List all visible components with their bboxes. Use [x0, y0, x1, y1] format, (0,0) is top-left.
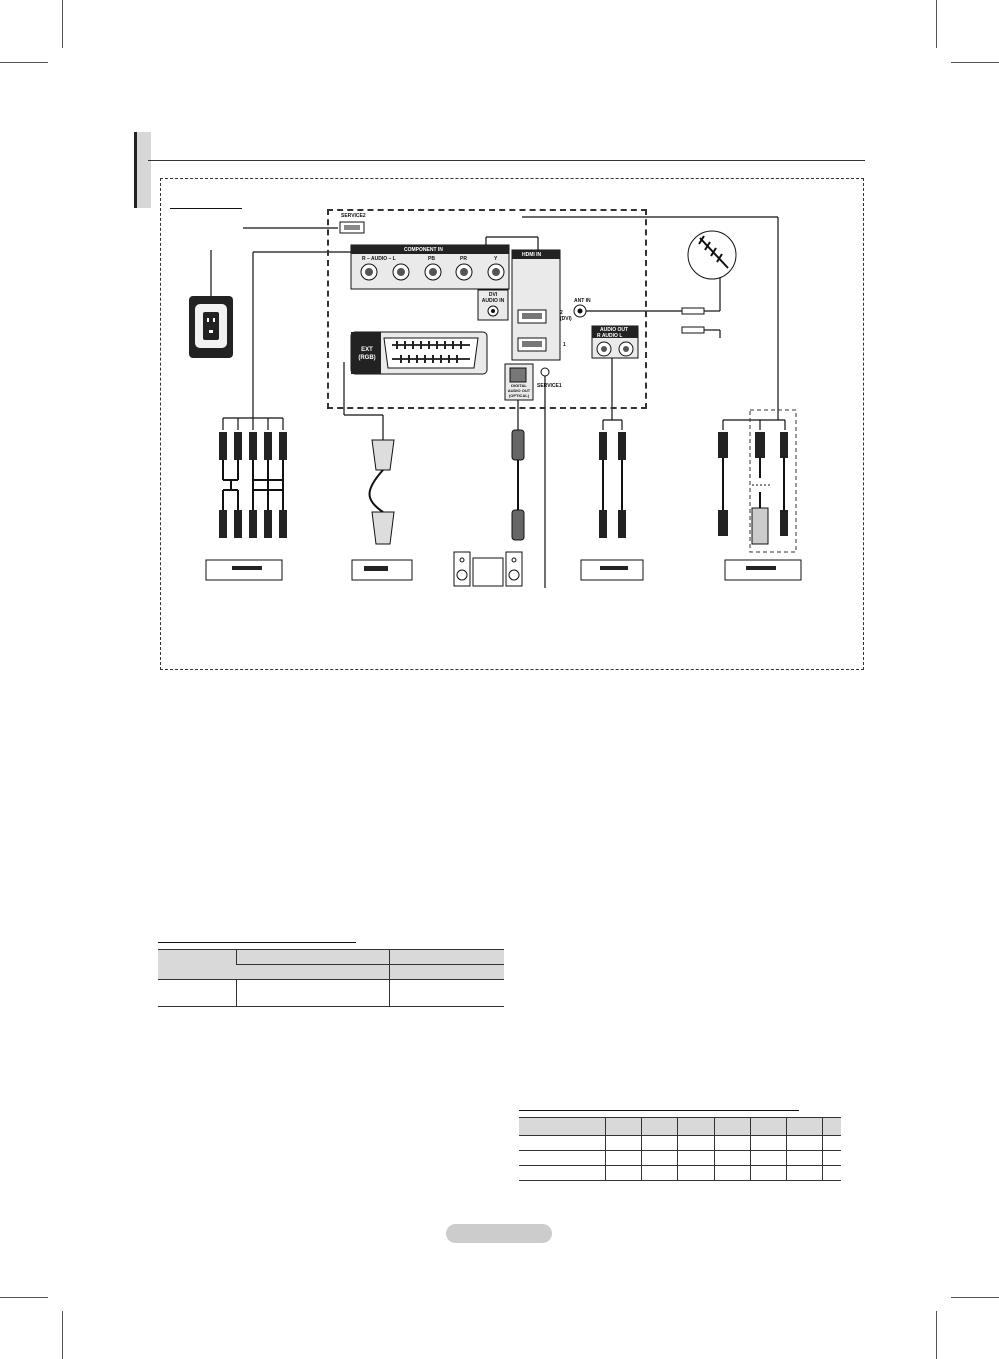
table-cell	[678, 1151, 714, 1166]
table-cell	[823, 1118, 841, 1136]
component-in-label: COMPONENT IN	[404, 247, 443, 253]
table-row	[519, 1136, 841, 1151]
table-cell	[519, 1151, 606, 1166]
ext-rgb-line2: (RGB)	[358, 355, 376, 361]
table-cell	[823, 1136, 841, 1151]
y-label: Y	[494, 256, 498, 262]
table2	[519, 1117, 841, 1181]
table-cell	[642, 1136, 678, 1151]
table-cell	[714, 1166, 750, 1181]
table-cell	[678, 1166, 714, 1181]
ext-rgb-line1: EXT	[361, 347, 373, 353]
page-number-badge	[446, 1224, 552, 1243]
digital-audio-out-line2: AUDIO OUT	[507, 388, 531, 393]
table2-caption-underline	[519, 1110, 799, 1111]
table-row	[519, 1118, 841, 1136]
table-cell	[787, 1166, 823, 1181]
table-cell	[750, 1166, 786, 1181]
table-cell	[750, 1136, 786, 1151]
crop-mark	[951, 1297, 999, 1298]
table-cell	[606, 1136, 642, 1151]
table-cell	[678, 1118, 714, 1136]
table-cell	[678, 1136, 714, 1151]
table-row	[519, 1166, 841, 1181]
table-cell	[714, 1151, 750, 1166]
table-cell	[642, 1151, 678, 1166]
crop-mark	[62, 1311, 63, 1359]
table-cell	[390, 980, 505, 1007]
service2-label: SERVICE2	[341, 213, 366, 219]
table-cell	[823, 1151, 841, 1166]
crop-mark	[936, 1311, 937, 1359]
tv-rear-panel	[327, 209, 647, 409]
pr-label: PR	[460, 256, 467, 262]
dvi-audio-in-label: DVI AUDIO IN	[481, 292, 505, 304]
table-cell	[714, 1136, 750, 1151]
digital-audio-out-line3: (OPTICAL)	[508, 393, 530, 398]
audio-out-label: AUDIO OUT	[600, 327, 629, 333]
table-cell	[390, 965, 505, 980]
table-cell	[237, 950, 390, 965]
table-cell	[158, 950, 237, 980]
table-cell	[714, 1118, 750, 1136]
table-cell	[519, 1136, 606, 1151]
table-row	[158, 980, 504, 1007]
table-row	[158, 950, 504, 965]
hdmi-in-label: HDMI IN	[522, 252, 542, 258]
table1	[158, 949, 504, 1007]
crop-mark	[0, 1297, 48, 1298]
table-cell	[787, 1151, 823, 1166]
table-cell	[750, 1118, 786, 1136]
table-cell	[642, 1166, 678, 1181]
digital-audio-out-line1: DIGITAL	[511, 383, 527, 388]
hdmi-2-dvi-label: 2 (DVI)	[560, 310, 572, 322]
table1-caption-underline	[158, 942, 356, 943]
table-row	[519, 1151, 841, 1166]
table-cell	[237, 965, 390, 980]
table-cell	[519, 1118, 606, 1136]
table-cell	[787, 1136, 823, 1151]
table-cell	[390, 950, 505, 965]
table-cell	[606, 1118, 642, 1136]
table-cell	[750, 1151, 786, 1166]
table-cell	[823, 1166, 841, 1181]
table-cell	[642, 1118, 678, 1136]
audio-out-channels-label: R AUDIO L	[597, 333, 623, 339]
pb-label: PB	[428, 256, 435, 262]
ant-in-label: ANT IN	[574, 298, 591, 304]
ext-rgb-label	[355, 346, 379, 362]
table-cell	[787, 1118, 823, 1136]
service1-label: SERVICE1	[537, 383, 562, 389]
digital-audio-out-label	[504, 383, 534, 398]
table-cell	[606, 1151, 642, 1166]
hdmi-1-label: 1	[563, 342, 566, 348]
table-cell	[237, 980, 390, 1007]
table-cell	[519, 1166, 606, 1181]
table-cell	[606, 1166, 642, 1181]
audio-label: R – AUDIO – L	[362, 256, 396, 262]
table-cell	[158, 980, 237, 1007]
